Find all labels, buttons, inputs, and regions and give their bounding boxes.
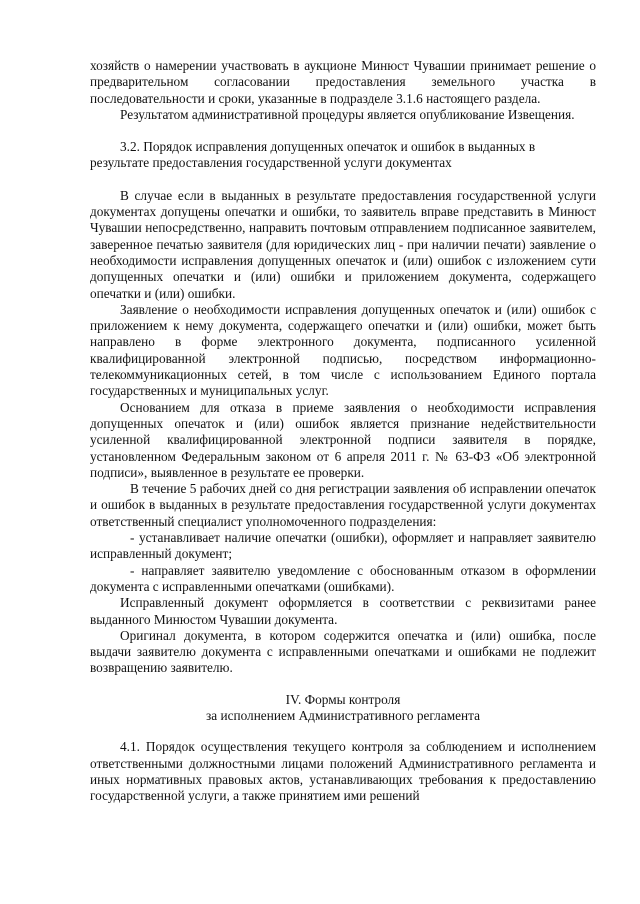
paragraph-result: Результатом административной процедуры является опубликование Извещения. — [120, 106, 575, 122]
paragraph-statement: Заявление о необходимости исправления допущенных опечаток и (или) ошибок с приложением к нему документа, содержащего опечатки и (или) ошибки, может быть направлено в форме электронного документа, подписанного усиленной квалифицированной электронной подписью, посредством информационно-телекоммуникационных сетей, в том числе с использованием Единого портала государственных и муниципальных услуг. — [90, 301, 596, 399]
section-3-2-heading: 3.2. Порядок исправления допущенных опечаток и ошибок в выданных в результате предоставления государственной услуги документах — [90, 139, 536, 171]
paragraph-corrected: Исправленный документ оформляется в соответствии с реквизитами ранее выданного Минюстом Чувашии документа. — [90, 595, 596, 627]
paragraph-refusal: Основанием для отказа в приеме заявления о необходимости исправления допущенных опечаток и (или) ошибок является признание недействительности усиленной квалифицированной электронной подписи заявителя в порядке, установленном Федеральным законом от 6 апреля 2011 г. № 63-ФЗ «Об электронной подписи», выявленное в результате ее проверки. — [90, 399, 596, 480]
paragraph-intro: хозяйств о намерении участвовать в аукционе Минюст Чувашии принимает решение о предварительном согласовании предоставления земельного участка в последовательности и сроки, указанные в подразделе 3.1.6 настоящего раздела. — [90, 58, 596, 106]
paragraph-dash-2: - направляет заявителю уведомление с обоснованным отказом в оформлении документа с исправленными опечатками (ошибками). — [90, 562, 596, 594]
section-4-heading-line-2: за исполнением Административного регламента — [205, 707, 481, 723]
paragraph-original: Оригинал документа, в котором содержится опечатка и (или) ошибка, после выдачи заявителю документа с исправленными опечатками и ошибками не подлежит возвращению заявителю. — [90, 627, 596, 676]
paragraph-case: В случае если в выданных в результате предоставления государственной услуги документах допущены опечатки и ошибки, то заявитель вправе представить в Минюст Чувашии непосредственно, направить почтовым отправлением подписанное заявителем, заверенное печатью заявителя (для юридических лиц - при наличии печати) заявление о необходимости исправления допущенных опечаток и (или) ошибок с изложением сути допущенных опечатки и (или) ошибки и приложением документа, содержащего опечатки и (или) ошибки. — [90, 187, 596, 301]
paragraph-dash-1: - устанавливает наличие опечатки (ошибки), оформляет и направляет заявителю исправленный документ; — [90, 530, 596, 562]
paragraph-within: В течение 5 рабочих дней со дня регистрации заявления об исправлении опечаток и ошибок в выданных в результате предоставления государственной услуги документах ответственный специалист уполномоченного подразделения: — [90, 481, 596, 529]
document-page — [90, 58, 596, 804]
paragraph-4-1: 4.1. Порядок осуществления текущего контроля за соблюдением и исполнением ответственными должностными лицами положений Административного регламента и иных нормативных правовых актов, устанавливающих требования к предоставлению государственной услуги, а также принятием ими решений — [90, 739, 596, 804]
section-4-heading-line-1: IV. Формы контроля — [285, 691, 401, 707]
